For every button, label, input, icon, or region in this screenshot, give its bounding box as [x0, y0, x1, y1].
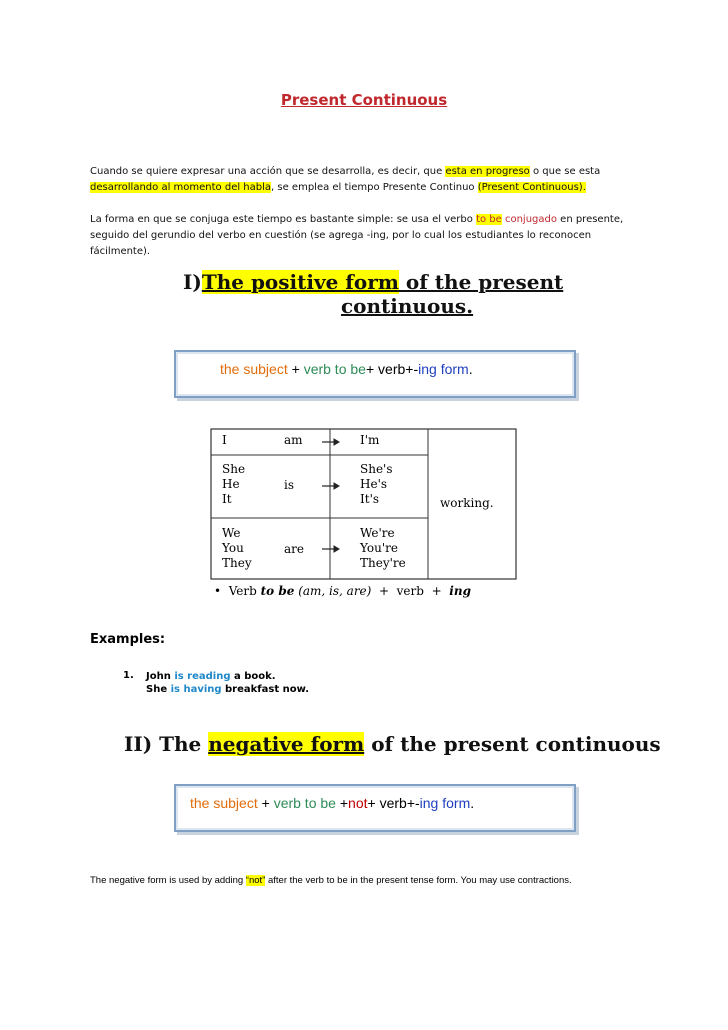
rule-text: + verb + [371, 584, 450, 598]
example-text: John [146, 671, 175, 682]
contraction: I'm [360, 433, 380, 447]
formula-subject: the subject [220, 361, 288, 377]
formula-dot: . [468, 361, 473, 377]
section-2-heading [124, 732, 661, 756]
formula-subject: the subject [190, 795, 258, 811]
pronoun-group [222, 526, 252, 571]
formula-plus: + [257, 795, 274, 811]
verb-form: am [284, 433, 303, 447]
contraction-group [360, 462, 393, 507]
formula-plus: + [367, 795, 380, 811]
formula-plus: + [365, 361, 379, 377]
formula-verb-to: verb to [303, 361, 351, 377]
pronoun: You [222, 541, 244, 555]
example-number: 1. [123, 670, 134, 681]
intro-text: , se emplea el tiempo Presente Continuo [271, 182, 478, 193]
pronoun: It [222, 492, 232, 506]
formula-box-positive [174, 350, 576, 398]
formula-box-negative [174, 784, 576, 832]
bullet: • [214, 584, 222, 598]
pronoun: He [222, 477, 240, 491]
heading-text: continuous. [341, 294, 474, 318]
formula-plus: + [335, 795, 349, 811]
formula-ing: ing form [418, 361, 469, 377]
intro-text: Cuando se quiere expresar una acción que se desarrolla, es decir, que [90, 166, 446, 177]
rule-ing: ing [449, 584, 471, 598]
contraction: We're [360, 526, 395, 540]
formula-dot: . [470, 795, 475, 811]
working-text: working. [440, 496, 494, 510]
highlight-heading: The positive form [201, 270, 399, 294]
examples-label: Examples: [90, 632, 166, 647]
pronoun: We [222, 526, 241, 540]
highlight-heading: negative form [208, 732, 365, 756]
highlight-text: desarrollando al momento del habla [90, 182, 272, 193]
heading-text: of the present [398, 270, 564, 294]
example-text: breakfast now. [221, 684, 309, 695]
contraction: It's [360, 492, 380, 506]
page-title: Present Continuous [280, 91, 448, 109]
formula-text [190, 795, 474, 811]
formula-not: not [348, 795, 368, 811]
formula-ing: ing form [419, 795, 471, 811]
contraction: She's [360, 462, 393, 476]
rule-forms: (am, is, are) [294, 584, 372, 598]
contraction: You're [360, 541, 398, 555]
section-1-heading [183, 270, 603, 318]
rule-to-be: to be [260, 584, 295, 598]
intro-text: La forma en que se conjuga este tiempo es bastante simple: se usa el verbo [90, 214, 477, 225]
conjugation-rule [214, 584, 471, 598]
formula-verb: verb+- [379, 795, 420, 811]
intro-text: en presente, seguido del gerundio del verbo en cuestión (se agrega -ing, por lo cual los estudiantes lo reconocen fácilmente). [90, 214, 624, 257]
formula-verb: verb+- [378, 361, 419, 377]
example-text: a book. [230, 671, 276, 682]
pronoun: I [222, 433, 227, 447]
intro-paragraph-1 [90, 164, 630, 196]
intro-paragraph-2 [90, 212, 630, 260]
example-list [146, 670, 309, 696]
contraction: They're [360, 556, 406, 570]
highlight-text: “not” [245, 875, 266, 886]
example-sentence [146, 683, 309, 696]
note-text: after the verb to be in the present tense form. You may use contractions. [265, 875, 572, 886]
formula-plus: + [287, 361, 304, 377]
example-verb: is reading [174, 671, 231, 682]
contraction: He's [360, 477, 388, 491]
example-text: She [146, 684, 171, 695]
formula-be: be [350, 361, 366, 377]
note-text: The negative form is used by adding [90, 875, 246, 886]
formula-verb-to-be: verb to be [273, 795, 336, 811]
highlight-text: esta en progreso [445, 166, 530, 177]
pronoun-group [222, 462, 245, 507]
verb-form: are [284, 542, 304, 556]
rule-text: Verb [228, 584, 261, 598]
contraction-group [360, 526, 406, 571]
red-text: conjugado [504, 214, 557, 225]
example-sentence [146, 670, 309, 683]
pronoun: They [222, 556, 252, 570]
section-number: I) [183, 270, 202, 294]
pronoun: She [222, 462, 246, 476]
highlight-text: to be [476, 214, 502, 225]
heading-text: of the present continuous [364, 732, 661, 756]
example-verb: is having [170, 684, 222, 695]
intro-text: o que se esta [529, 166, 601, 177]
formula-text [220, 361, 473, 377]
verb-form: is [284, 478, 294, 492]
negative-form-note [90, 875, 572, 886]
highlight-text: (Present Continuous). [477, 182, 586, 193]
heading-text: II) The [124, 732, 209, 756]
